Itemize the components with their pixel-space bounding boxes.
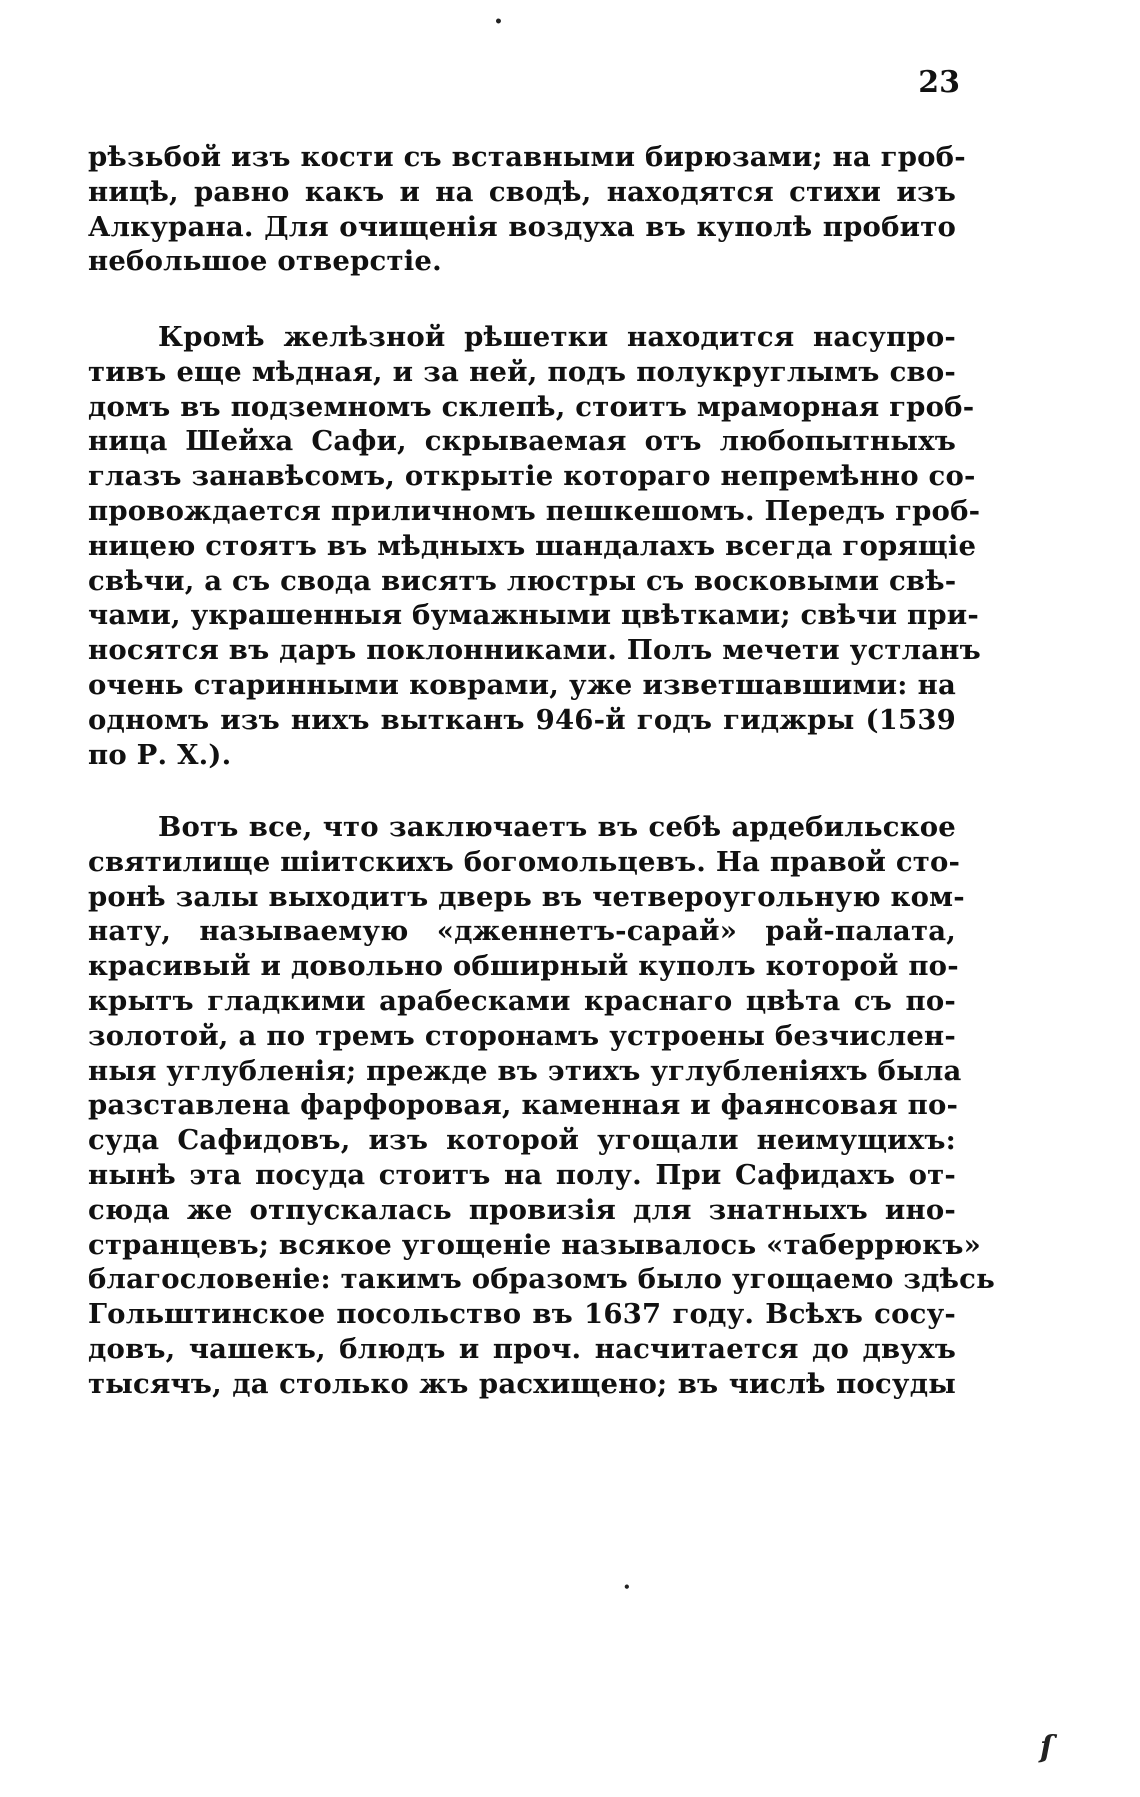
text-line: чами, украшенныя бумажными цвѣтками; свѣчи при- — [88, 599, 979, 632]
text-line: ронѣ залы выходитъ дверь въ четвероугольную ком- — [88, 880, 965, 913]
text-line: одномъ изъ нихъ вытканъ 946-й годъ гиджры (1539 — [88, 703, 956, 736]
scan-speck: • — [623, 1580, 631, 1594]
paragraph-2-text — [88, 320, 981, 772]
text-line: странцевъ; всякое угощеніе называлось «таберрюкъ» — [88, 1228, 982, 1261]
scan-speck: ſ — [1040, 1730, 1053, 1765]
text-line: ницѣ, равно какъ и на сводѣ, находятся стихи изъ — [88, 175, 956, 208]
text-line: нынѣ эта посуда стоитъ на полу. При Сафидахъ от- — [88, 1158, 956, 1191]
text-line: Гольштинское посольство въ 1637 году. Всѣхъ сосу- — [88, 1298, 956, 1331]
text-line: тысячъ, да столько жъ расхищено; въ числѣ посуды — [88, 1367, 956, 1400]
paragraph-1 — [88, 140, 966, 279]
text-line: святилище шіитскихъ богомольцевъ. На правой сто- — [88, 845, 961, 878]
text-line: золотой, а по тремъ сторонамъ устроены безчислен- — [88, 1019, 956, 1052]
paragraph-1-text — [88, 140, 966, 279]
text-line: тивъ еще мѣдная, и за ней, подъ полукруглымъ сво- — [88, 355, 956, 388]
text-line: довъ, чашекъ, блюдъ и проч. насчитается до двухъ — [88, 1332, 956, 1365]
text-line: Кромѣ желѣзной рѣшетки находится насупро- — [158, 321, 956, 353]
text-line: разставлена фарфоровая, каменная и фаянсовая по- — [88, 1089, 959, 1122]
text-line: Алкурана. Для очищенія воздуха въ куполѣ пробито — [88, 210, 956, 243]
paragraph-3-text — [88, 810, 995, 1402]
text-line: крытъ гладкими арабесками краснаго цвѣта съ по- — [88, 984, 956, 1017]
text-line: сюда же отпускалась провизія для знатныхъ ино- — [88, 1193, 956, 1226]
text-line: ницею стоятъ въ мѣдныхъ шандалахъ всегда горящіе — [88, 529, 977, 562]
text-line: нату, называемую «дженнетъ-сарай» рай-палата, — [88, 915, 956, 948]
text-line: провождается приличномъ пешкешомъ. Передъ гроб- — [88, 494, 981, 527]
paragraph-3 — [88, 810, 995, 1402]
text-line: благословеніе: такимъ образомъ было угощаемо здѣсь — [88, 1263, 995, 1296]
text-line: свѣчи, а съ свода висятъ люстры съ восковыми свѣ- — [88, 564, 957, 597]
paragraph-2 — [88, 320, 981, 772]
text-line: носятся въ даръ поклонниками. Полъ мечети устланъ — [88, 634, 981, 667]
text-line: ныя углубленія; прежде въ этихъ углубленіяхъ была — [88, 1054, 962, 1087]
text-line: красивый и довольно обширный куполъ которой по- — [88, 950, 959, 983]
text-line: Вотъ все, что заключаетъ въ себѣ ардебильское — [158, 811, 956, 843]
text-line: рѣзьбой изъ кости съ вставными бирюзами; на гроб- — [88, 141, 966, 173]
text-line: ница Шейха Сафи, скрываемая отъ любопытныхъ — [88, 425, 956, 458]
text-line: очень старинными коврами, уже изветшавшими: на — [88, 668, 956, 701]
text-line: домъ въ подземномъ склепѣ, стоитъ мраморная гроб- — [88, 390, 975, 423]
text-line: суда Сафидовъ, изъ которой угощали неимущихъ: — [88, 1124, 956, 1157]
scan-speck: • — [494, 14, 503, 30]
page-number: 23 — [918, 65, 960, 100]
text-line: небольшое отверстіе. — [88, 245, 442, 278]
text-line: по Р. Х.). — [88, 738, 232, 771]
text-line: глазъ занавѣсомъ, открытіе котораго непремѣнно со- — [88, 460, 976, 493]
